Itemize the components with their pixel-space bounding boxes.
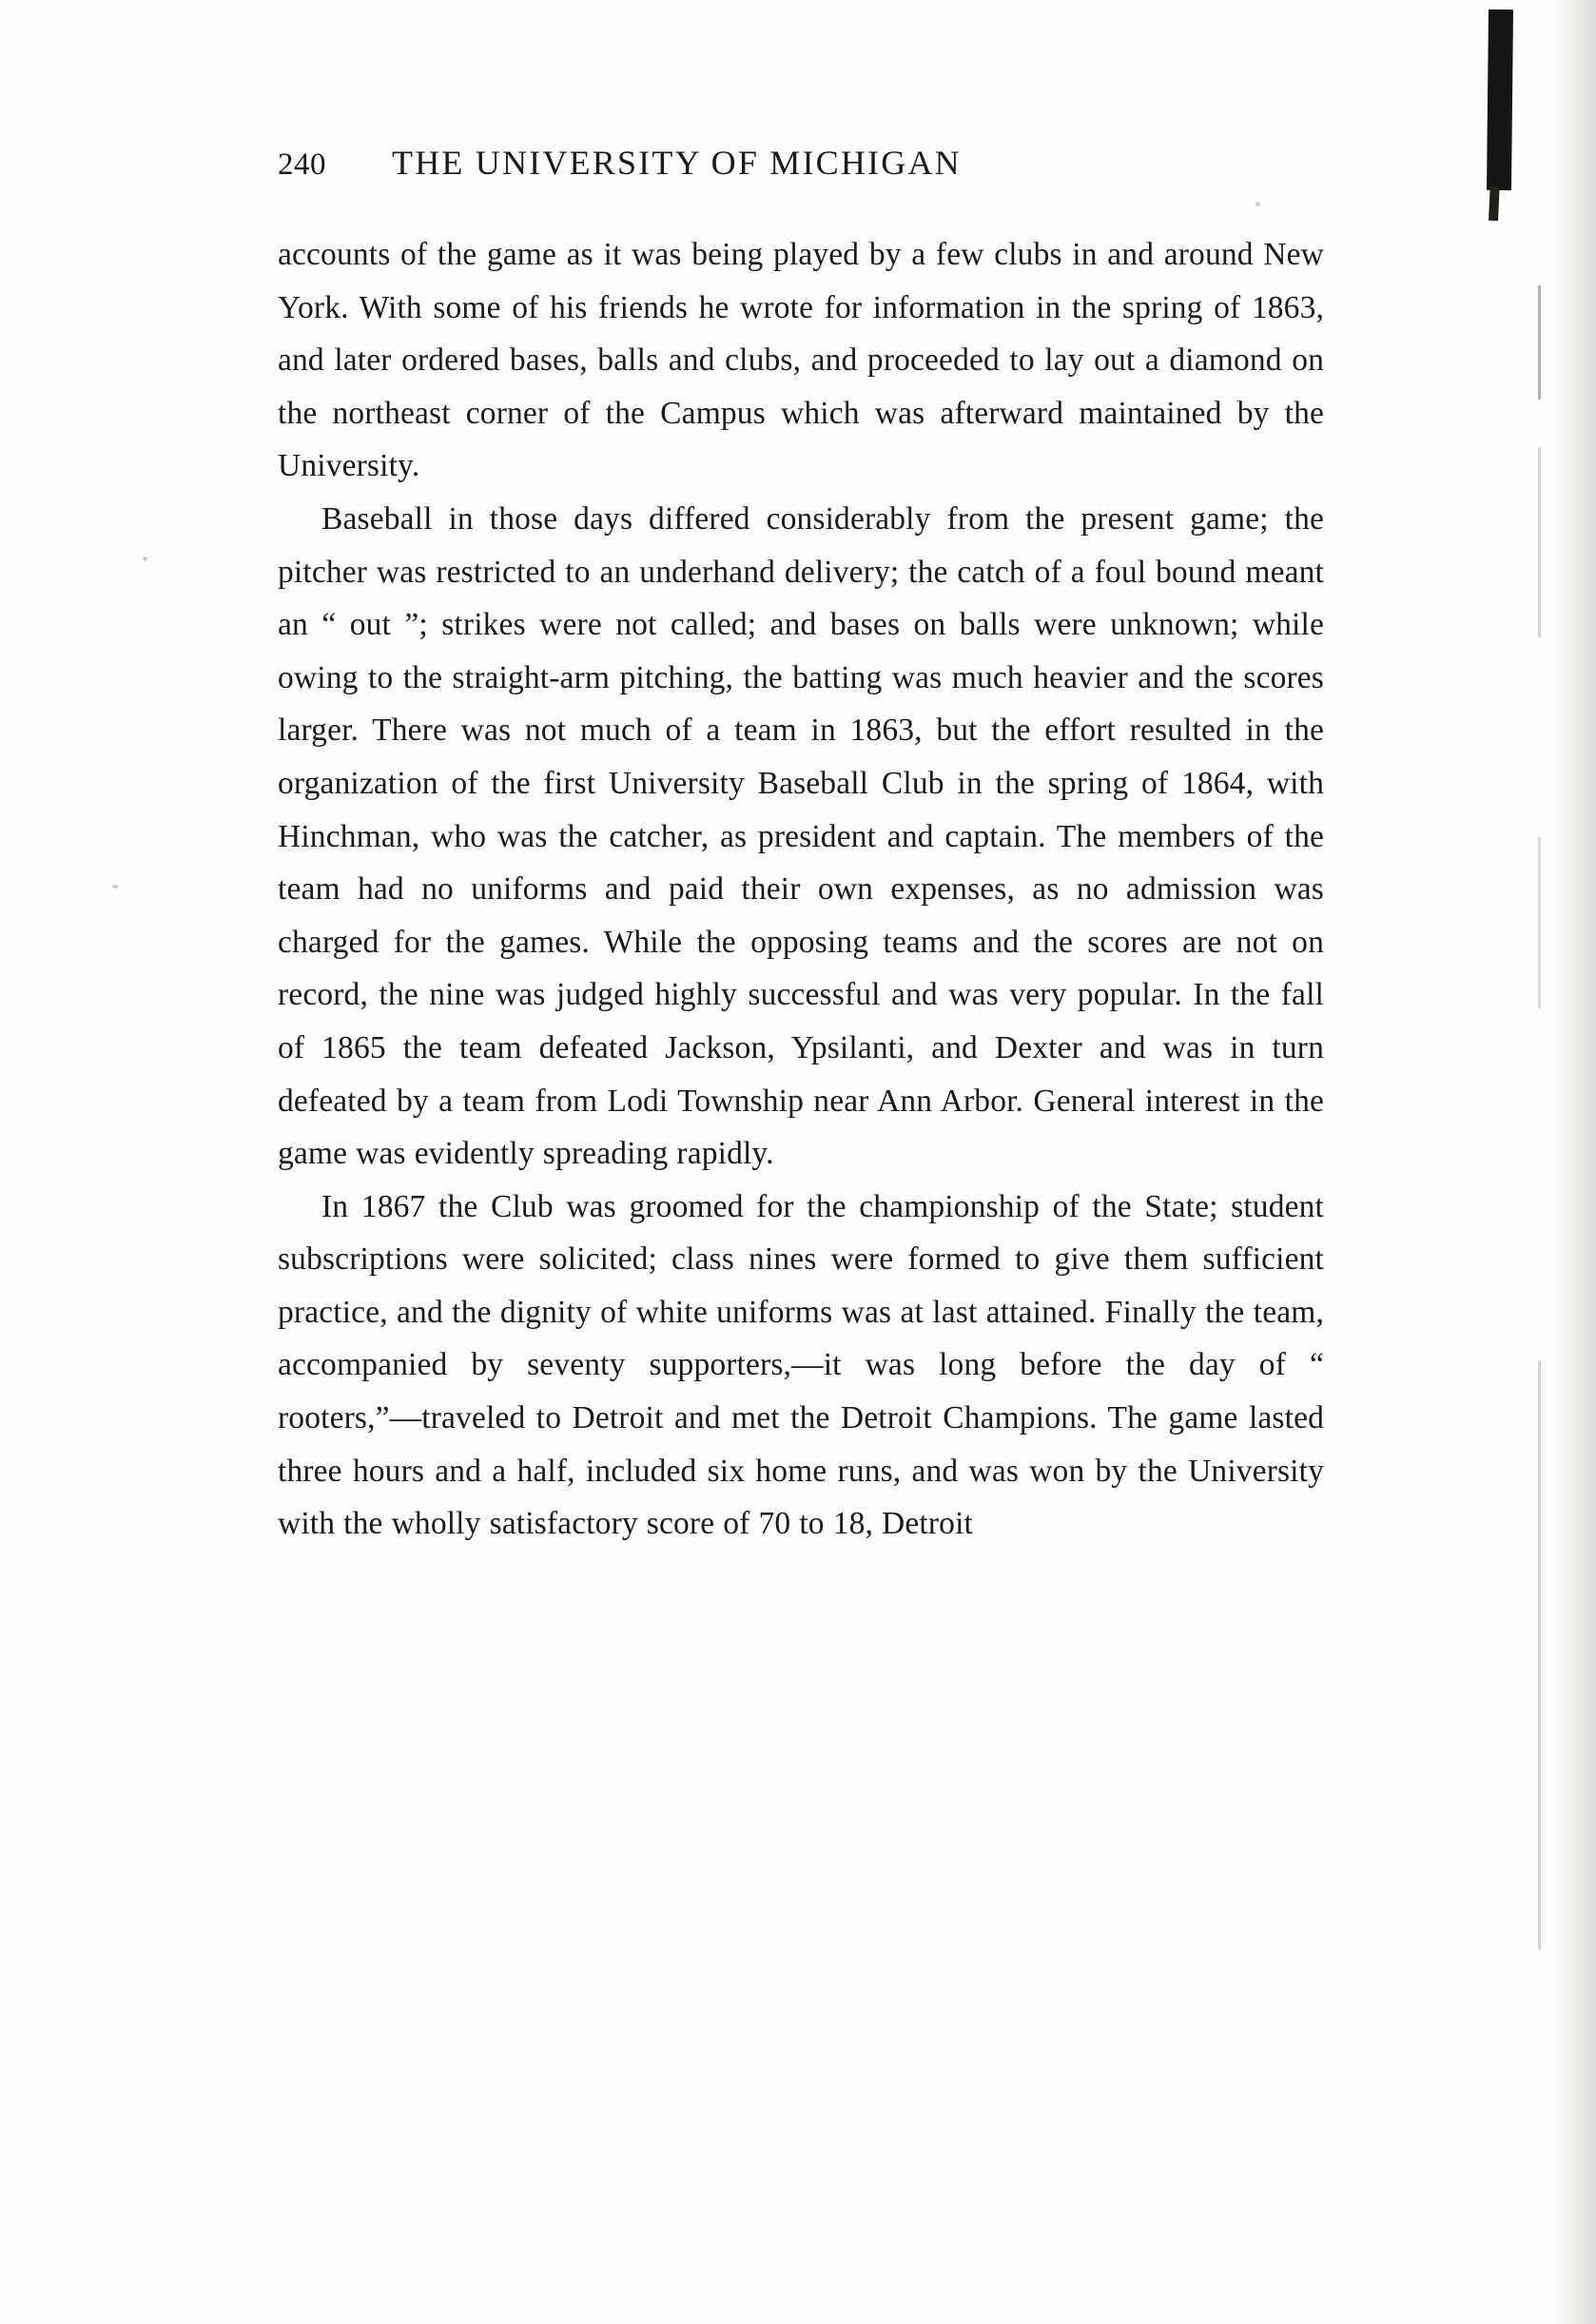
running-head: THE UNIVERSITY OF MICHIGAN (392, 144, 962, 182)
page-number: 240 (278, 147, 326, 182)
page-text-block (278, 143, 1324, 1551)
edge-mark-upper (1538, 285, 1541, 400)
paragraph: accounts of the game as it was being played by a few clubs in and around New York. With some of his friends he wrote for information in the spring of 1863, and later ordered bases, balls and clubs, and proceeded to lay out a diamond on the northeast corner of the Campus which was afterward maintained by the University. (278, 237, 1324, 484)
page-header (278, 143, 1324, 183)
edge-mark-mid (1538, 447, 1541, 637)
edge-mark-lower (1538, 837, 1541, 1008)
binding-dark-edge (1487, 10, 1513, 190)
paragraph: Baseball in those days differed considerably from the present game; the pitcher was restricted to an underhand delivery; the catch of a foul bound meant an “ out ”; strikes were not called; and bases on balls were unknown; while owing to the straight-arm pitching, the batting was much heavier and the scores larger. There was not much of a team in 1863, but the effort resulted in the organization of the first University Baseball Club in the spring of 1864, with Hinchman, who was the catcher, as president and captain. The members of the team had no uniforms and paid their own expenses, as no admission was charged for the games. While the opposing teams and the scores are not on record, the nine was judged highly successful and was very popular. In the fall of 1865 the team defeated Jackson, Ypsilanti, and Dexter and was in turn defeated by a team from Lodi Township near Ann Arbor. General interest in the game was evidently spreading rapidly. (278, 500, 1324, 1172)
scan-speck-2 (112, 885, 118, 889)
page-edge-shadow (1552, 0, 1596, 2324)
paragraph: In 1867 the Club was groomed for the championship of the State; student subscriptions were solicited; class nines were formed to give them sufficient practice, and the dignity of white uniforms was at last attained. Finally the team, accompanied by seventy supporters,—it was long before the day of “ rooters,”—traveled to Detroit and met the Detroit Champions. The game lasted three hours and a half, included six home runs, and was won by the University with the wholly satisfactory score of 70 to 18, Detroit (278, 1188, 1324, 1542)
scan-speck-1 (143, 557, 147, 561)
edge-mark-bottom (1538, 1360, 1541, 1950)
